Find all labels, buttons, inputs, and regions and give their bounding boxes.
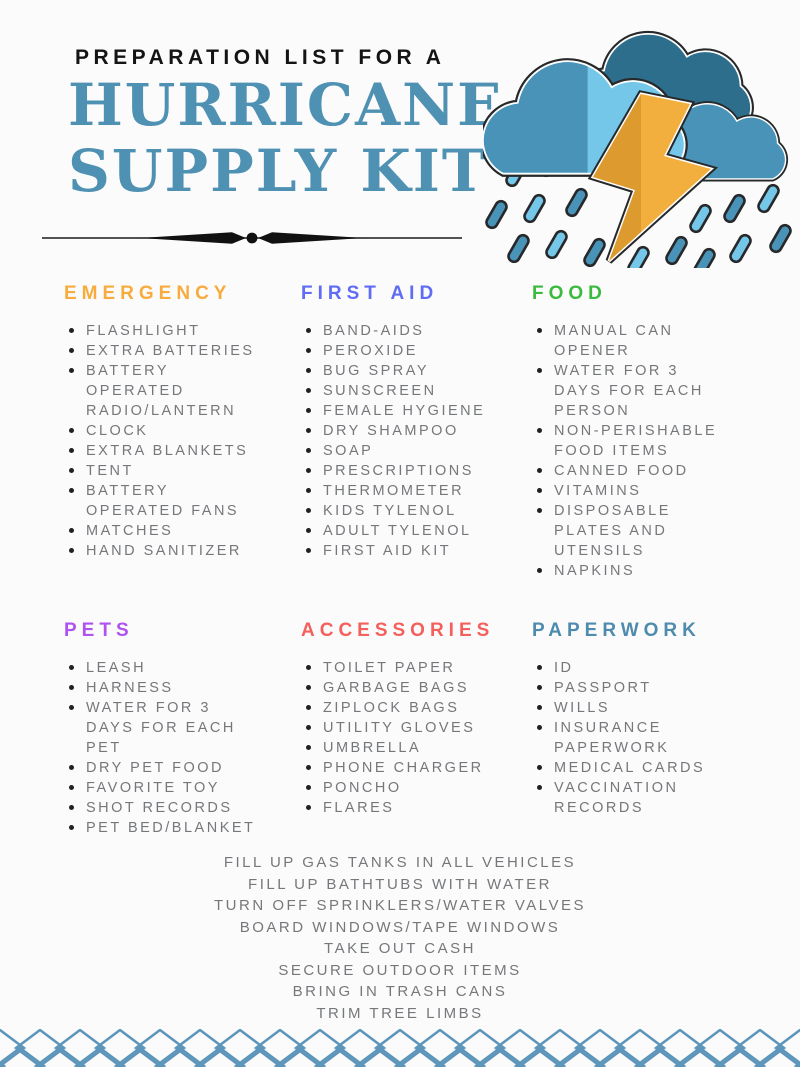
list-item-label: DRY SHAMPOO [323,423,459,439]
section-accessories [301,620,531,818]
bullet-dot [306,508,311,513]
storm-cloud-lightning-rain-icon [483,8,795,268]
list-item [64,698,294,758]
footer-task: FILL UP GAS TANKS IN ALL VEHICLES [223,854,577,871]
list-item-label: WATER FOR 3 DAYS FOR EACH PET [86,700,236,756]
bullet-dot [537,785,542,790]
bullet-dot [537,765,542,770]
list-item [64,678,294,698]
list-item [532,501,762,561]
bullet-dot [537,705,542,710]
list-item-label: NAPKINS [554,563,636,579]
list-item [301,521,531,541]
list-item-label: CANNED FOOD [554,463,689,479]
list-item-label: BATTERY OPERATED RADIO/LANTERN [86,363,237,419]
list-item-label: CLOCK [86,423,149,439]
list-item-label: VACCINATION RECORDS [554,780,679,816]
list-item [532,421,762,461]
list-item-label: BAND-AIDS [323,323,425,339]
bullet-dot [306,388,311,393]
bullet-dot [537,568,542,573]
bullet-dot [537,508,542,513]
list-item [64,361,294,421]
list-item [64,758,294,778]
list-item-label: ZIPLOCK BAGS [323,700,460,716]
list-item [301,758,531,778]
section-food [532,283,762,581]
lattice-border-pattern [0,1029,800,1067]
poster-title [68,72,503,204]
bullet-dot [537,665,542,670]
bullet-dot [306,368,311,373]
list-item-label: NON-PERISHABLE FOOD ITEMS [554,423,718,459]
list-item-label: FLASHLIGHT [86,323,201,339]
bullet-dot [306,725,311,730]
list-item [301,341,531,361]
list-item [532,758,762,778]
footer-task: BOARD WINDOWS/TAPE WINDOWS [239,918,561,936]
list-item [301,541,531,561]
bullet-dot [69,348,74,353]
list-item-label: FAVORITE TOY [86,780,220,796]
bullet-dot [537,328,542,333]
list-item-label: HAND SANITIZER [86,543,242,559]
section-emergency [64,283,294,561]
list-item [532,461,762,481]
list-item [64,818,294,838]
footer-task: TRIM TREE LIMBS [316,1004,484,1022]
bullet-dot [306,328,311,333]
list-item [301,738,531,758]
bullet-dot [306,785,311,790]
bullet-dot [306,548,311,553]
bullet-dot [306,685,311,690]
bullet-dot [306,528,311,533]
list-item-label: FLARES [323,800,395,816]
list-item [532,561,762,581]
list-item [64,441,294,461]
list-item-label: DRY PET FOOD [86,760,224,776]
footer-task: TURN OFF SPRINKLERS/WATER VALVES [214,897,586,914]
list-item-label: PRESCRIPTIONS [323,463,474,479]
list-item [64,778,294,798]
list-item-label: WATER FOR 3 DAYS FOR EACH PERSON [554,363,704,419]
section-title: FIRST AID [301,283,439,304]
list-item [301,501,531,521]
list-item-label: THERMOMETER [323,483,465,499]
bullet-dot [306,745,311,750]
section-first-aid [301,283,531,561]
bullet-dot [306,488,311,493]
list-item-label: EXTRA BLANKETS [86,443,249,459]
list-item-label: BUG SPRAY [323,363,430,379]
list-item-label: GARBAGE BAGS [323,680,470,696]
bullet-dot [306,428,311,433]
poster-kicker: PREPARATION LIST FOR A [75,46,446,69]
list-item-label: DISPOSABLE PLATES AND UTENSILS [554,503,671,559]
list-item [532,718,762,758]
section-pets [64,620,294,838]
list-item [532,481,762,501]
list-item [301,441,531,461]
footer-task: FILL UP BATHTUBS WITH WATER [248,875,552,893]
list-item-label: PONCHO [323,780,402,796]
list-item [301,421,531,441]
list-item [532,678,762,698]
list-item-label: MANUAL CAN OPENER [554,323,674,359]
list-item [301,381,531,401]
list-item-label: UTILITY GLOVES [323,720,476,736]
list-item [301,798,531,818]
bullet-dot [306,665,311,670]
list-item [64,321,294,341]
list-item-label: HARNESS [86,680,174,696]
list-item [301,678,531,698]
list-item [64,541,294,561]
list-item [64,341,294,361]
footer-task-list [0,852,800,1024]
section-title: FOOD [532,283,607,304]
tapered-line-divider-ornament [42,226,462,250]
bullet-dot [306,805,311,810]
list-item-label: ID [554,660,574,676]
list-item-label: VITAMINS [554,483,642,499]
list-item-label: FIRST AID KIT [323,543,452,559]
bullet-dot [69,548,74,553]
list-item [301,658,531,678]
bullet-dot [69,368,74,373]
list-item-label: UMBRELLA [323,740,422,756]
list-item [301,778,531,798]
section-title: EMERGENCY [64,283,232,304]
list-item-label: LEASH [86,660,147,676]
bullet-dot [69,805,74,810]
bullet-dot [69,705,74,710]
bullet-dot [69,488,74,493]
list-item-label: TENT [86,463,134,479]
bullet-dot [537,488,542,493]
list-item-label: PET BED/BLANKET [86,820,256,836]
list-item [301,361,531,381]
list-item [532,658,762,678]
list-item-label: SOAP [323,443,374,459]
section-paperwork [532,620,762,818]
bullet-dot [537,468,542,473]
list-item-label: PEROXIDE [323,343,418,359]
bullet-dot [306,348,311,353]
list-item-label: TOILET PAPER [323,660,456,676]
section-title: ACCESSORIES [301,620,495,641]
bullet-dot [69,825,74,830]
footer-task: TAKE OUT CASH [324,940,476,957]
list-item [532,321,762,361]
list-item [301,698,531,718]
list-item-label: WILLS [554,700,611,716]
list-item [532,361,762,421]
bullet-dot [69,468,74,473]
list-item [64,481,294,521]
footer-task: SECURE OUTDOOR ITEMS [278,961,522,979]
bullet-dot [306,705,311,710]
bullet-dot [69,785,74,790]
bullet-dot [306,468,311,473]
list-item [301,401,531,421]
list-item-label: KIDS TYLENOL [323,503,457,519]
bullet-dot [306,448,311,453]
list-item-label: PASSPORT [554,680,652,696]
list-item [301,481,531,501]
list-item [64,521,294,541]
list-item [64,658,294,678]
bullet-dot [537,368,542,373]
section-title: PETS [64,620,134,641]
list-item-label: FEMALE HYGIENE [323,403,486,419]
list-item-label: INSURANCE PAPERWORK [554,720,670,756]
list-item [64,798,294,818]
list-item-label: SHOT RECORDS [86,800,233,816]
bullet-dot [69,665,74,670]
bullet-dot [69,685,74,690]
list-item-label: BATTERY OPERATED FANS [86,483,240,519]
list-item-label: SUNSCREEN [323,383,437,399]
bullet-dot [69,448,74,453]
list-item-label: PHONE CHARGER [323,760,484,776]
bullet-dot [69,328,74,333]
bullet-dot [306,408,311,413]
list-item [532,778,762,818]
list-item-label: EXTRA BATTERIES [86,343,255,359]
bullet-dot [537,685,542,690]
list-item-label: MEDICAL CARDS [554,760,706,776]
list-item [301,718,531,738]
bullet-dot [306,765,311,770]
bullet-dot [69,765,74,770]
list-item-label: ADULT TYLENOL [323,523,472,539]
list-item [301,321,531,341]
list-item [64,461,294,481]
list-item-label: MATCHES [86,523,174,539]
list-item [532,698,762,718]
poster-title-line1: HURRICANE [68,71,504,139]
footer-task: BRING IN TRASH CANS [292,983,508,1000]
bullet-dot [537,428,542,433]
list-item [64,421,294,441]
section-title: PAPERWORK [532,620,701,641]
poster-title-line2: SUPPLY KIT [68,137,488,205]
bullet-dot [537,725,542,730]
bullet-dot [69,528,74,533]
bullet-dot [69,428,74,433]
list-item [301,461,531,481]
